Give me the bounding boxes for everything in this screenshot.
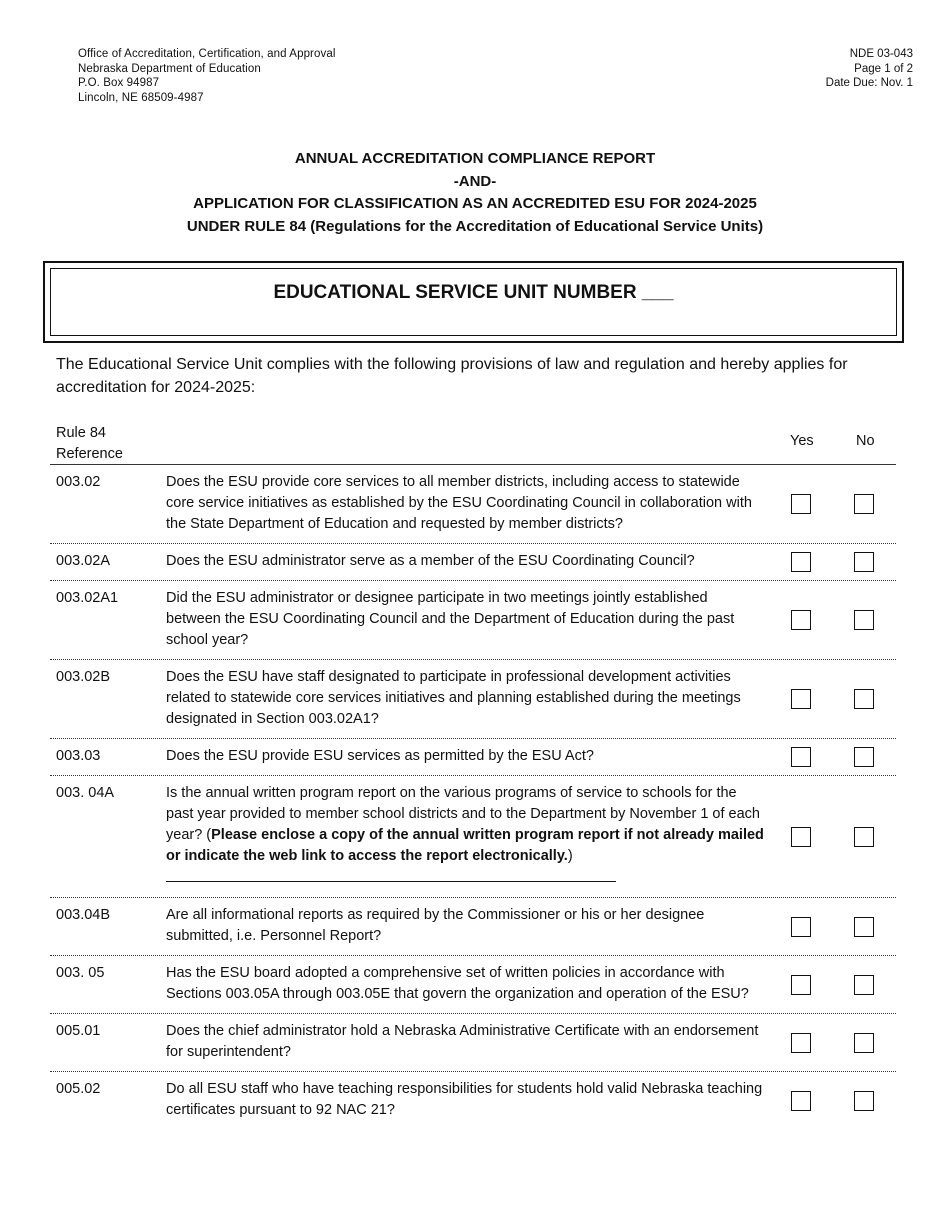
yes-checkbox[interactable] <box>791 747 811 767</box>
address-line: Lincoln, NE 68509-4987 <box>78 91 204 104</box>
reference-header-line: Reference <box>56 446 123 462</box>
table-row <box>50 956 896 1014</box>
question-text-main: Is the annual written program report on the various programs of service to schools for the past year provided to member school districts and to the Department by November 1 of each year? ( <box>166 785 760 843</box>
question-text <box>166 776 766 897</box>
no-checkbox[interactable] <box>854 1091 874 1111</box>
address-line: Office of Accreditation, Certification, and Approval <box>78 48 336 60</box>
rule-reference: 003.04B <box>56 907 111 923</box>
no-checkbox[interactable] <box>854 917 874 937</box>
no-checkbox[interactable] <box>854 827 874 847</box>
rule-reference: 003.02A <box>56 553 111 569</box>
rule-reference: 003.03 <box>56 748 101 764</box>
question-text: Are all informational reports as required by the Commissioner or his or her designee submitted, i.e. Personnel Report? <box>166 907 705 944</box>
yes-column-header: Yes <box>790 433 814 449</box>
rule-reference: 003.02 <box>56 474 101 490</box>
yes-checkbox[interactable] <box>791 917 811 937</box>
question-text-bold: Please enclose a copy of the annual written program report if not already mailed or indicate the web link to access the report electronically. <box>166 827 764 864</box>
table-row <box>50 898 896 956</box>
intro-statement: The Educational Service Unit complies with the following provisions of law and regulation and hereby applies for accreditation for 2024-2025: <box>56 356 848 396</box>
yes-checkbox[interactable] <box>791 689 811 709</box>
question-text: Does the ESU provide core services to all member districts, including access to statewide core service initiatives as established by the ESU Coordinating Council in collaboration with the State Department of Education and requested by member districts? <box>166 474 752 532</box>
yes-checkbox[interactable] <box>791 1091 811 1111</box>
table-row <box>50 1072 896 1129</box>
title-line: APPLICATION FOR CLASSIFICATION AS AN ACCREDITED ESU FOR 2024-2025 <box>193 195 757 212</box>
office-address <box>78 47 336 105</box>
yes-checkbox[interactable] <box>791 610 811 630</box>
yes-checkbox[interactable] <box>791 552 811 572</box>
no-checkbox[interactable] <box>854 689 874 709</box>
yes-checkbox[interactable] <box>791 975 811 995</box>
question-text: Has the ESU board adopted a comprehensive set of written policies in accordance with Sections 003.05A through 003.05E that govern the organization and operation of the ESU? <box>166 965 749 1002</box>
rule-reference: 005.01 <box>56 1023 101 1039</box>
rule-reference: 003.02A1 <box>56 590 119 606</box>
table-header <box>50 421 896 465</box>
page-number: Page 1 of 2 <box>854 62 913 75</box>
question-text: Did the ESU administrator or designee participate in two meetings jointly established between the ESU Coordinating Council and the Department of Education during the past school year? <box>166 590 735 648</box>
question-text-tail: ) <box>567 848 573 864</box>
question-text: Does the ESU have staff designated to participate in professional development activities related to statewide core services initiatives and planning established during the meetings designated in Section 003.02A1? <box>166 669 741 727</box>
table-row <box>50 739 896 776</box>
reference-header-line: Rule 84 <box>56 425 106 441</box>
rule-reference: 003. 04A <box>56 785 115 801</box>
reference-column-header <box>56 423 156 465</box>
rule-reference: 003. 05 <box>56 965 105 981</box>
no-checkbox[interactable] <box>854 552 874 572</box>
title-line: UNDER RULE 84 (Regulations for the Accreditation of Educational Service Units) <box>186 217 764 235</box>
table-row <box>50 544 896 581</box>
yes-checkbox[interactable] <box>791 827 811 847</box>
table-row <box>50 465 896 544</box>
question-text: Does the ESU provide ESU services as permitted by the ESU Act? <box>166 748 594 764</box>
no-checkbox[interactable] <box>854 1033 874 1053</box>
document-title <box>0 148 950 238</box>
web-link-blank-line[interactable] <box>166 867 616 882</box>
question-text: Does the chief administrator hold a Nebraska Administrative Certificate with an endorsement for superintendent? <box>166 1023 759 1060</box>
yes-checkbox[interactable] <box>791 1033 811 1053</box>
form-info <box>826 47 913 91</box>
rule-reference: 003.02B <box>56 669 111 685</box>
esu-number-title: EDUCATIONAL SERVICE UNIT NUMBER ___ <box>273 282 674 303</box>
form-number: NDE 03-043 <box>849 48 913 60</box>
no-column-header: No <box>856 433 875 449</box>
date-due: Date Due: Nov. 1 <box>825 77 913 89</box>
esu-number-box <box>43 261 904 343</box>
title-line: -AND- <box>453 172 497 190</box>
table-row <box>50 581 896 660</box>
title-line: ANNUAL ACCREDITATION COMPLIANCE REPORT <box>294 150 656 167</box>
table-row <box>50 660 896 739</box>
table-row <box>50 1014 896 1072</box>
address-line: Nebraska Department of Education <box>78 62 261 75</box>
yes-checkbox[interactable] <box>791 494 811 514</box>
compliance-table <box>50 421 896 1129</box>
no-checkbox[interactable] <box>854 610 874 630</box>
no-checkbox[interactable] <box>854 494 874 514</box>
question-text: Does the ESU administrator serve as a member of the ESU Coordinating Council? <box>166 553 695 569</box>
address-line: P.O. Box 94987 <box>78 77 160 89</box>
table-row <box>50 776 896 898</box>
question-text: Do all ESU staff who have teaching responsibilities for students hold valid Nebraska teaching certificates pursuant to 92 NAC 21? <box>166 1081 763 1118</box>
no-checkbox[interactable] <box>854 975 874 995</box>
rule-reference: 005.02 <box>56 1081 101 1097</box>
esu-number-inner-border <box>50 268 897 336</box>
no-checkbox[interactable] <box>854 747 874 767</box>
